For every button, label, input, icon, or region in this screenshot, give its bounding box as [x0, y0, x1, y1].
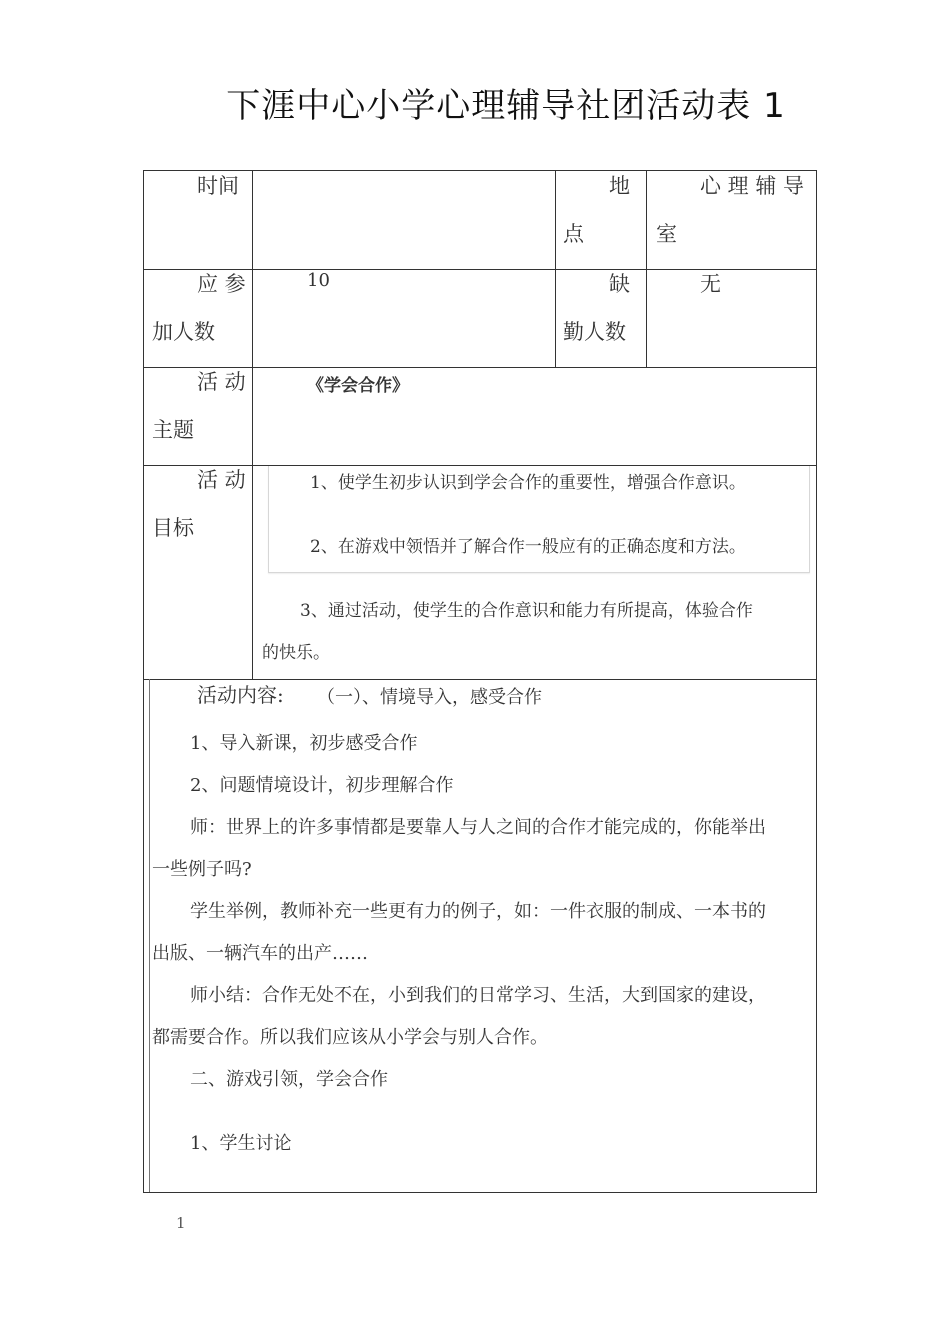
goal-item: 2、在游戏中领悟并了解合作一般应有的正确态度和方法。	[310, 537, 746, 557]
table-rule	[143, 1192, 817, 1193]
place-label-1: 地	[609, 174, 630, 198]
expected-label-2: 加人数	[152, 320, 215, 344]
goal-label-2: 目标	[152, 516, 194, 540]
content-line: 一些例子吗?	[152, 859, 252, 880]
absent-label-1: 缺	[609, 272, 630, 296]
theme-label-1: 活 动	[197, 370, 246, 394]
content-label: 活动内容:	[197, 683, 284, 707]
content-line: 1、导入新课，初步感受合作	[190, 733, 418, 754]
page-title: 下涯中心小学心理辅导社团活动表 1	[226, 86, 786, 126]
goal-item: 3、通过活动，使学生的合作意识和能力有所提高，体验合作	[300, 601, 753, 621]
expected-label-1: 应 参	[197, 272, 246, 296]
content-line: 1、学生讨论	[190, 1133, 292, 1154]
table-rule	[149, 679, 150, 1192]
goal-item: 1、使学生初步认识到学会合作的重要性，增强合作意识。	[310, 473, 746, 493]
place-label-2: 点	[563, 222, 584, 246]
theme-value: 《学会合作》	[307, 376, 409, 396]
content-heading: （一）、情境导入，感受合作	[317, 687, 542, 708]
place-value-1: 心 理 辅 导	[700, 174, 805, 198]
goal-item: 的快乐。	[262, 643, 330, 663]
table-rule	[143, 170, 144, 1193]
theme-label-2: 主题	[152, 418, 194, 442]
page-number: 1	[176, 1214, 186, 1232]
content-line: 学生举例，教师补充一些更有力的例子，如：一件衣服的制成、一本书的	[190, 901, 766, 922]
table-rule	[252, 170, 253, 680]
table-rule	[816, 170, 817, 1193]
absent-label-2: 勤人数	[563, 320, 626, 344]
goal-label-1: 活 动	[197, 468, 246, 492]
time-label: 时间	[197, 174, 239, 198]
content-line: 师小结：合作无处不在，小到我们的日常学习、生活，大到国家的建设，	[190, 985, 766, 1006]
content-line: 师：世界上的许多事情都是要靠人与人之间的合作才能完成的，你能举出	[190, 817, 766, 838]
table-rule	[555, 170, 556, 368]
absent-value: 无	[700, 272, 721, 296]
expected-value: 10	[307, 270, 330, 291]
content-line: 都需要合作。所以我们应该从小学会与别人合作。	[152, 1027, 548, 1048]
table-rule	[646, 170, 647, 368]
place-value-2: 室	[656, 222, 677, 246]
content-line: 二、游戏引领，学会合作	[190, 1069, 388, 1090]
content-line: 出版、一辆汽车的出产……	[152, 943, 368, 964]
content-line: 2、问题情境设计，初步理解合作	[190, 775, 454, 796]
